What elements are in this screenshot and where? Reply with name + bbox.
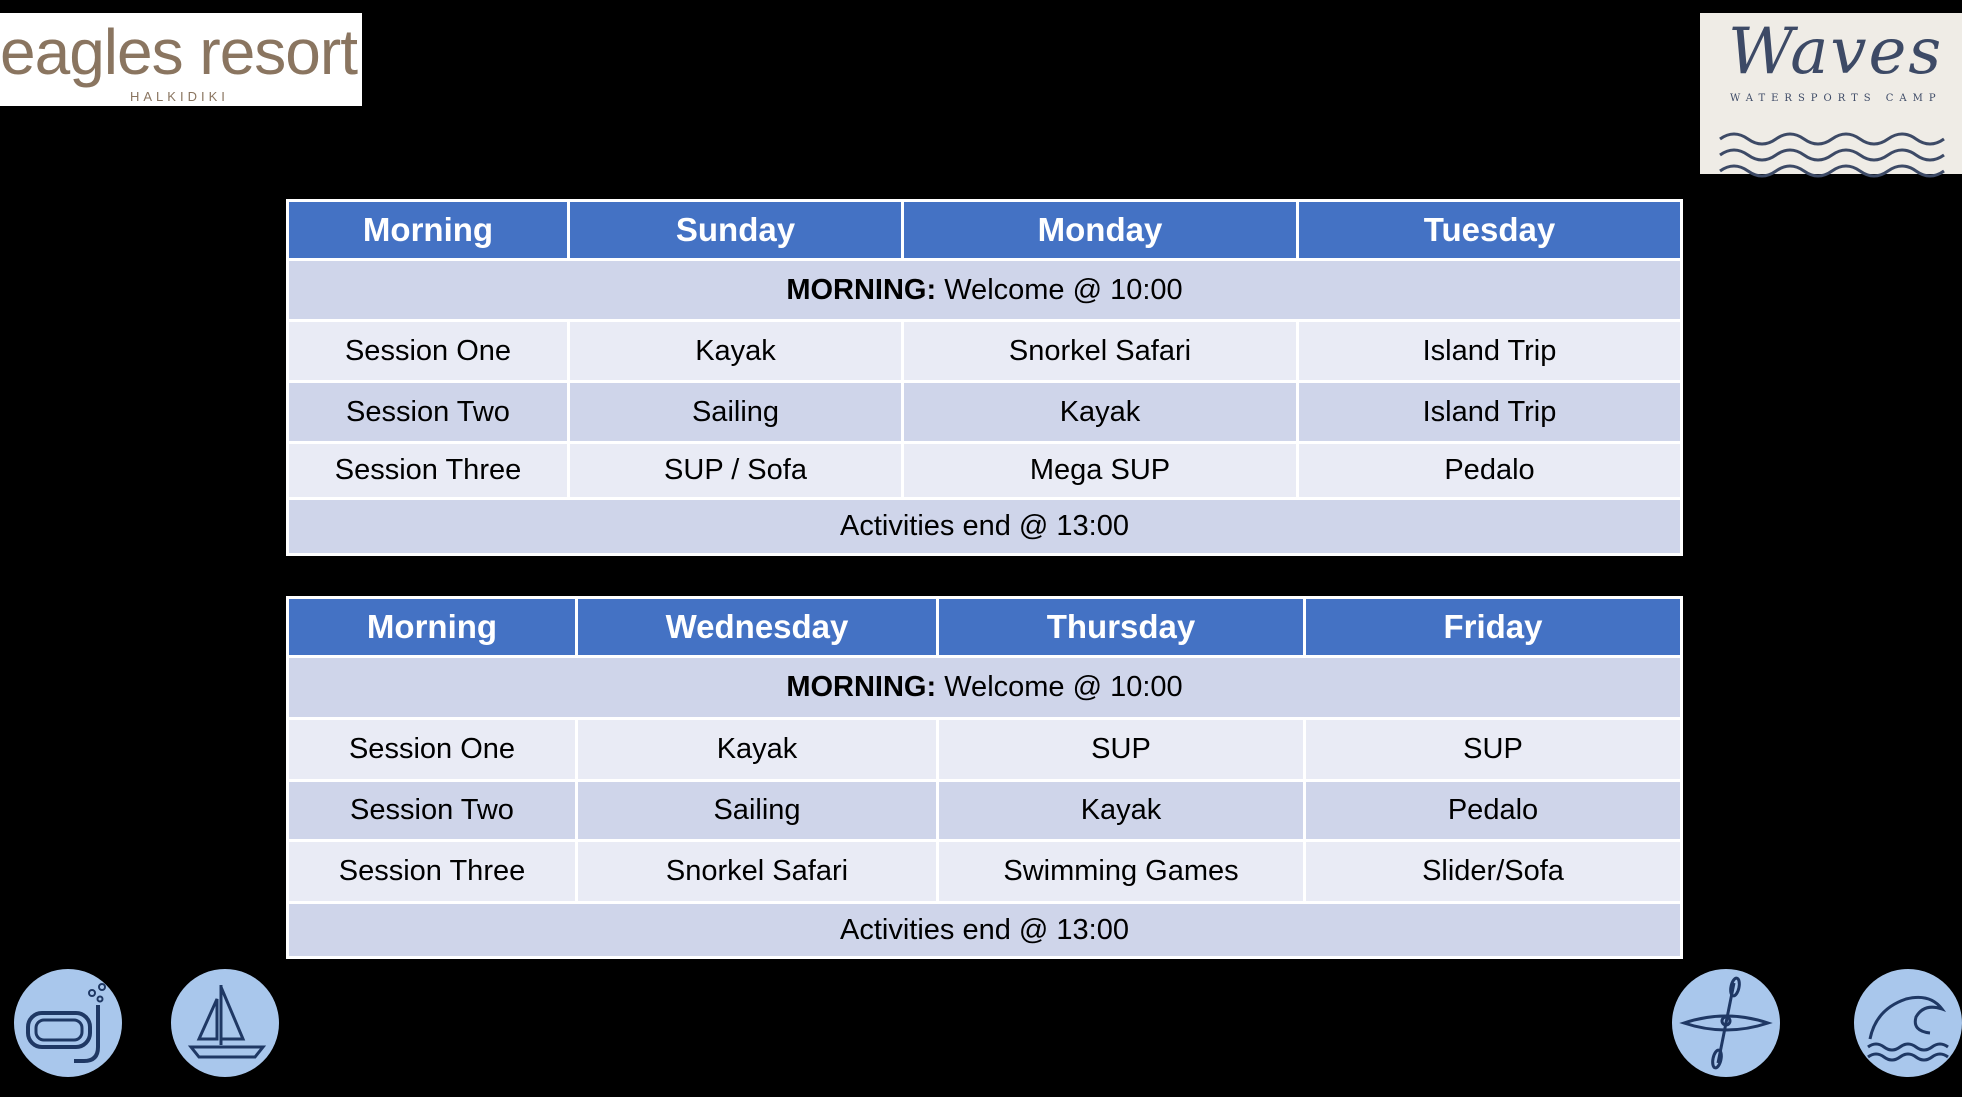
welcome-cell: [288, 657, 1682, 719]
activity-cell: Swimming Games: [938, 841, 1305, 903]
table-row: [288, 321, 1682, 382]
activity-cell: Mega SUP: [903, 443, 1298, 499]
session-label: Session One: [288, 321, 569, 382]
eagles-resort-logo: [0, 13, 362, 106]
table-row: [288, 719, 1682, 781]
session-label: Session One: [288, 719, 577, 781]
footer-row: [288, 499, 1682, 555]
activity-cell: Kayak: [903, 382, 1298, 443]
welcome-cell: [288, 260, 1682, 321]
welcome-bold: MORNING:: [786, 671, 937, 703]
header-cell: Monday: [903, 201, 1298, 260]
welcome-text: Welcome @ 10:00: [936, 671, 1183, 703]
activity-cell: Pedalo: [1298, 443, 1682, 499]
activity-cell: Sailing: [577, 781, 938, 841]
activity-cell: SUP: [1305, 719, 1682, 781]
activity-cell: Kayak: [569, 321, 903, 382]
header-cell: Morning: [288, 598, 577, 657]
footer-cell: Activities end @ 13:00: [288, 499, 1682, 555]
logo-tag-text: WATERSPORTS CAMP: [1730, 93, 1942, 104]
activity-cell: Sailing: [569, 382, 903, 443]
table-row: [288, 382, 1682, 443]
welcome-row: [288, 260, 1682, 321]
waves-watersports-logo: [1700, 13, 1962, 174]
activity-cell: SUP: [938, 719, 1305, 781]
activity-cell: Snorkel Safari: [577, 841, 938, 903]
schedule-table-1: [286, 199, 1683, 556]
sailboat-icon: [171, 969, 279, 1077]
table-header-row: [288, 598, 1682, 657]
session-label: Session Two: [288, 382, 569, 443]
footer-cell: Activities end @ 13:00: [288, 903, 1682, 958]
activity-cell: Island Trip: [1298, 382, 1682, 443]
welcome-bold: MORNING:: [786, 273, 937, 306]
activity-cell: Kayak: [938, 781, 1305, 841]
snorkel-mask-icon: [14, 969, 122, 1077]
welcome-text: Welcome @ 10:00: [936, 273, 1183, 306]
logo-brand-text: eagles resort: [0, 16, 357, 88]
wave-icon: [1854, 969, 1962, 1077]
logo-script-text: Waves: [1728, 15, 1944, 89]
session-label: Session Three: [288, 443, 569, 499]
footer-row: [288, 903, 1682, 958]
header-cell: Morning: [288, 201, 569, 260]
activity-cell: Pedalo: [1305, 781, 1682, 841]
session-label: Session Two: [288, 781, 577, 841]
header-cell: Sunday: [569, 201, 903, 260]
table-header-row: [288, 201, 1682, 260]
header-cell: Friday: [1305, 598, 1682, 657]
welcome-row: [288, 657, 1682, 719]
session-label: Session Three: [288, 841, 577, 903]
activity-cell: Snorkel Safari: [903, 321, 1298, 382]
table-row: [288, 841, 1682, 903]
header-cell: Wednesday: [577, 598, 938, 657]
header-cell: Thursday: [938, 598, 1305, 657]
activity-cell: Slider/Sofa: [1305, 841, 1682, 903]
activity-cell: Kayak: [577, 719, 938, 781]
activity-cell: Island Trip: [1298, 321, 1682, 382]
waves-logo-icon: [1718, 131, 1948, 179]
activity-cell: SUP / Sofa: [569, 443, 903, 499]
kayak-paddle-icon: [1672, 969, 1780, 1077]
schedule-table-2: [286, 596, 1683, 959]
table-row: [288, 781, 1682, 841]
header-cell: Tuesday: [1298, 201, 1682, 260]
logo-sub-text: HALKIDIKI: [130, 89, 229, 104]
table-row: [288, 443, 1682, 499]
